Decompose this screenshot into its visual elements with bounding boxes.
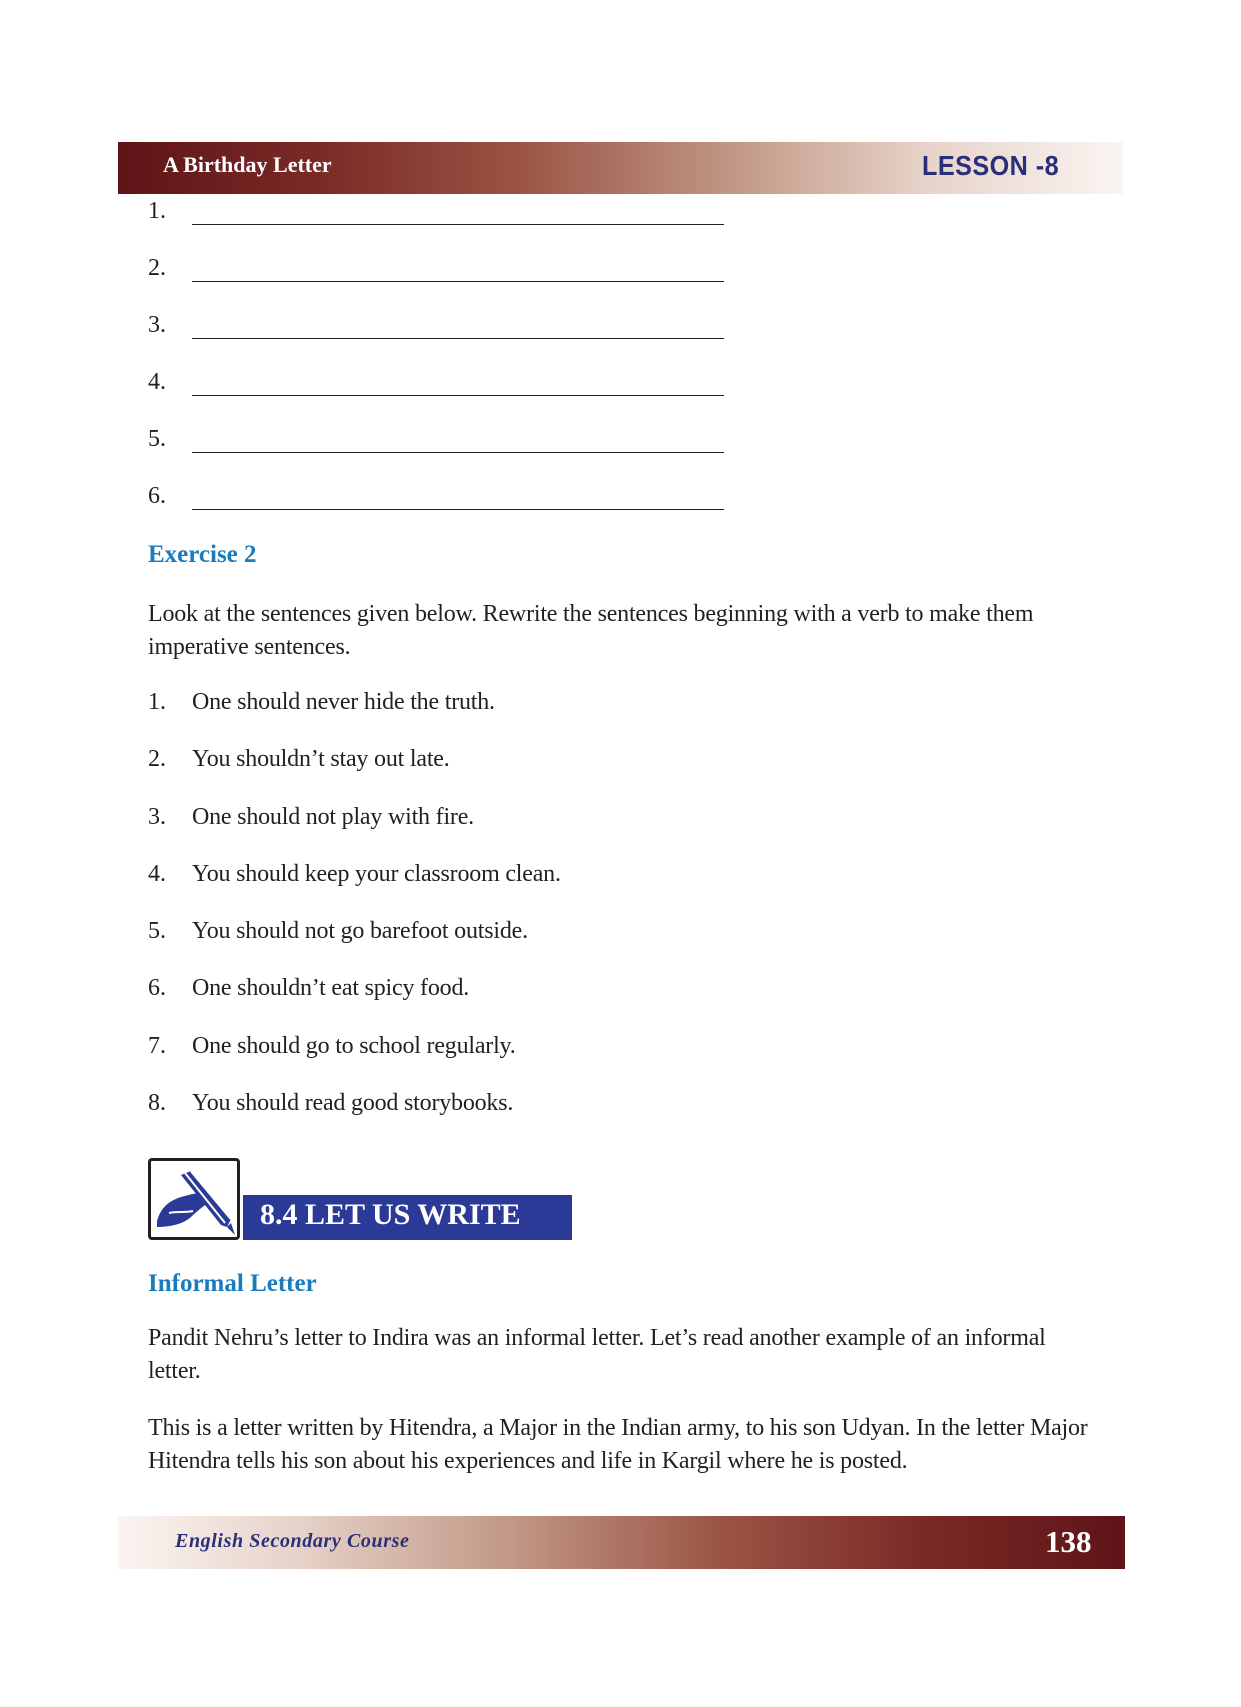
item-number: 2.: [148, 746, 166, 773]
blank-number: 3.: [148, 312, 166, 338]
item-text: One should never hide the truth.: [192, 689, 495, 715]
item-text: You should not go barefoot outside.: [192, 918, 528, 945]
item-text: One should not play with fire.: [192, 803, 474, 830]
blank-number: 4.: [148, 369, 166, 395]
blank-number: 1.: [148, 198, 166, 224]
blank-number: 6.: [148, 483, 166, 509]
section-title: 8.4 LET US WRITE: [260, 1198, 521, 1231]
item-number: 1.: [148, 689, 166, 715]
exercise-instruction: Look at the sentences given below. Rewrite the sentences beginning with a verb to make them imperative sentences.: [148, 601, 1034, 660]
item-text: One should go to school regularly.: [192, 1032, 516, 1059]
answer-line[interactable]: [192, 224, 724, 225]
paragraph: Pandit Nehru’s letter to Indira was an informal letter. Let’s read another example of an informal letter.: [148, 1325, 1046, 1384]
answer-line[interactable]: [192, 338, 724, 339]
answer-line[interactable]: [192, 395, 724, 396]
answer-line[interactable]: [192, 281, 724, 282]
item-number: 7.: [148, 1032, 166, 1059]
item-number: 3.: [148, 803, 166, 830]
blank-number: 5.: [148, 426, 166, 452]
item-number: 5.: [148, 918, 166, 945]
blank-number: 2.: [148, 255, 166, 281]
item-number: 6.: [148, 975, 166, 1002]
item-text: You should keep your classroom clean.: [192, 860, 561, 887]
item-text: You should read good storybooks.: [192, 1090, 514, 1117]
item-number: 8.: [148, 1090, 166, 1117]
lesson-label: LESSON -8: [922, 150, 1060, 181]
writing-hand-icon-graphic: [151, 1161, 237, 1237]
page-number: 138: [1045, 1524, 1092, 1559]
answer-line[interactable]: [192, 452, 724, 453]
exercise-heading: Exercise 2: [148, 541, 257, 568]
chapter-title: A Birthday Letter: [163, 152, 332, 177]
item-number: 4.: [148, 860, 166, 887]
answer-line[interactable]: [192, 509, 724, 510]
writing-hand-icon: [148, 1158, 240, 1240]
course-name: English Secondary Course: [175, 1530, 410, 1552]
item-text: You shouldn’t stay out late.: [192, 746, 450, 773]
informal-letter-heading: Informal Letter: [148, 1270, 317, 1297]
item-text: One shouldn’t eat spicy food.: [192, 975, 470, 1002]
paragraph: This is a letter written by Hitendra, a Major in the Indian army, to his son Udyan. In the letter Major Hitendra tells his son about his experiences and life in Kargil where he is posted.: [148, 1415, 1088, 1474]
